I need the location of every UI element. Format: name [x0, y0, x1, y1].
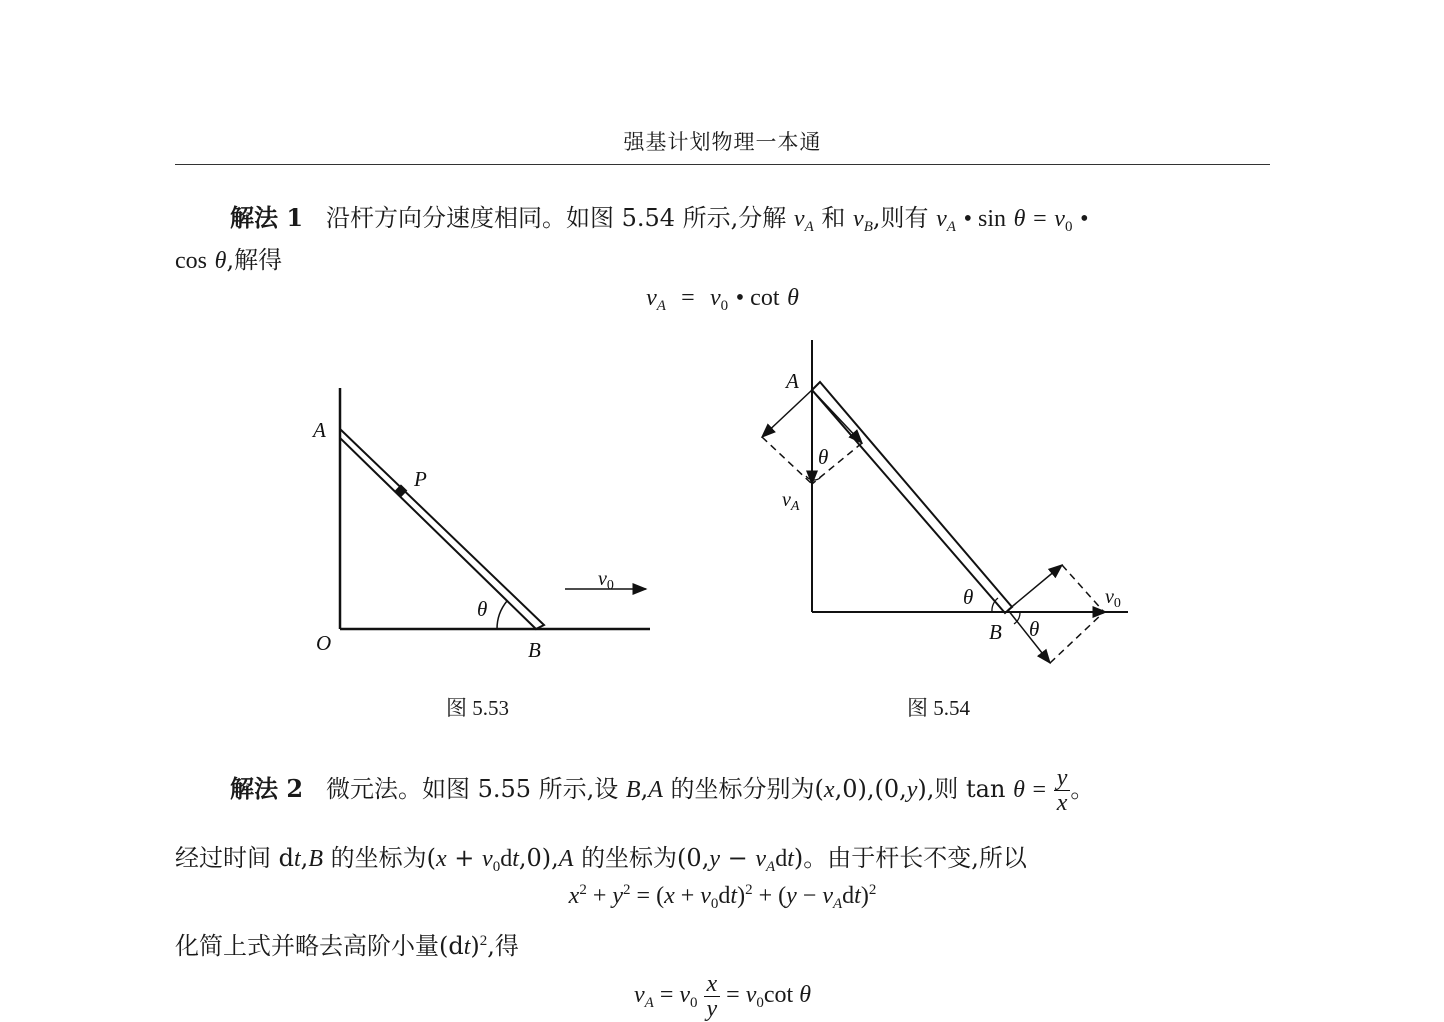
fig54-label-va: $v_A$	[782, 489, 800, 514]
solution2-final: $v_A = v_0$ $\frac{x}{y}$ = $v_0\cot$ θ	[633, 971, 811, 1022]
fig54-caption: 图 5.54	[907, 696, 970, 720]
solution1-text: 沿杆方向分速度相同。如图 5.54 所示,分解	[325, 204, 787, 232]
fig53-label-p: P	[414, 467, 427, 491]
solution2-line3: 化简上式并略去高阶小量(dt)$^2$,得	[175, 932, 519, 960]
solution2-line1: 解法 2 微元法。如图 5.55 所示,设 B,A 的坐标分别为(x,0),(0,y),则 tan θ = $\frac{y}{x}$ 。	[230, 765, 1095, 816]
fig53-caption: 图 5.53	[446, 696, 509, 720]
fig54-label-b: B	[989, 620, 1002, 644]
fig54-label-theta-b: θ	[963, 585, 974, 609]
tan-fraction: $\frac{y}{x}$	[1054, 766, 1071, 815]
solution1-label: 解法 1	[230, 203, 304, 232]
fig53-label-a: A	[313, 418, 326, 442]
fig54-label-theta-a: θ	[818, 445, 829, 469]
fig53-point-p	[395, 484, 408, 497]
solution1-result: $v_A = v_0$ • cot θ	[646, 285, 799, 314]
fig54-label-a: A	[786, 369, 799, 393]
page-header: 强基计划物理一本通	[623, 130, 822, 154]
fig54-va-perp-arrow	[762, 390, 812, 437]
solution1-line2: cos θ,解得	[175, 246, 283, 274]
fig54-rod	[812, 382, 1012, 613]
fig53-label-o: O	[316, 631, 332, 655]
fig54-label-theta-c: θ	[1029, 617, 1040, 641]
fig54-dashed-b2	[1050, 612, 1104, 663]
solution2-label: 解法 2	[230, 774, 304, 803]
fig53-label-theta: θ	[477, 597, 488, 621]
fig53-angle-arc	[497, 601, 507, 629]
solution2-line2: 经过时间 dt,B 的坐标为$(x + v_0dt,0),A$ 的坐标为$(0,y - v_Adt)$。由于杆长不变,所以	[175, 844, 1027, 875]
fig54-vb-perp-arrow	[1008, 565, 1062, 610]
solution1-line1: 解法 1 沿杆方向分速度相同。如图 5.54 所示,分解 $v_A$ 和 $v_B$,则有 $v_A$ • $\sin \theta = v_0$ •	[230, 203, 1089, 235]
fig53-label-v0: $v_0$	[598, 568, 614, 593]
fig54-label-v0: $v_0$	[1105, 586, 1121, 611]
fig54-dashed-b1	[1062, 565, 1104, 612]
fig53-rod	[340, 429, 544, 629]
fig54-va-along-arrow	[812, 390, 862, 443]
solution2-equation: $x^2 + y^2 = (x + v_0dt)^2 + (y - v_Adt)^2$	[568, 882, 877, 912]
fig53-label-b: B	[528, 638, 541, 662]
fig54-dashed-a1	[762, 437, 812, 484]
